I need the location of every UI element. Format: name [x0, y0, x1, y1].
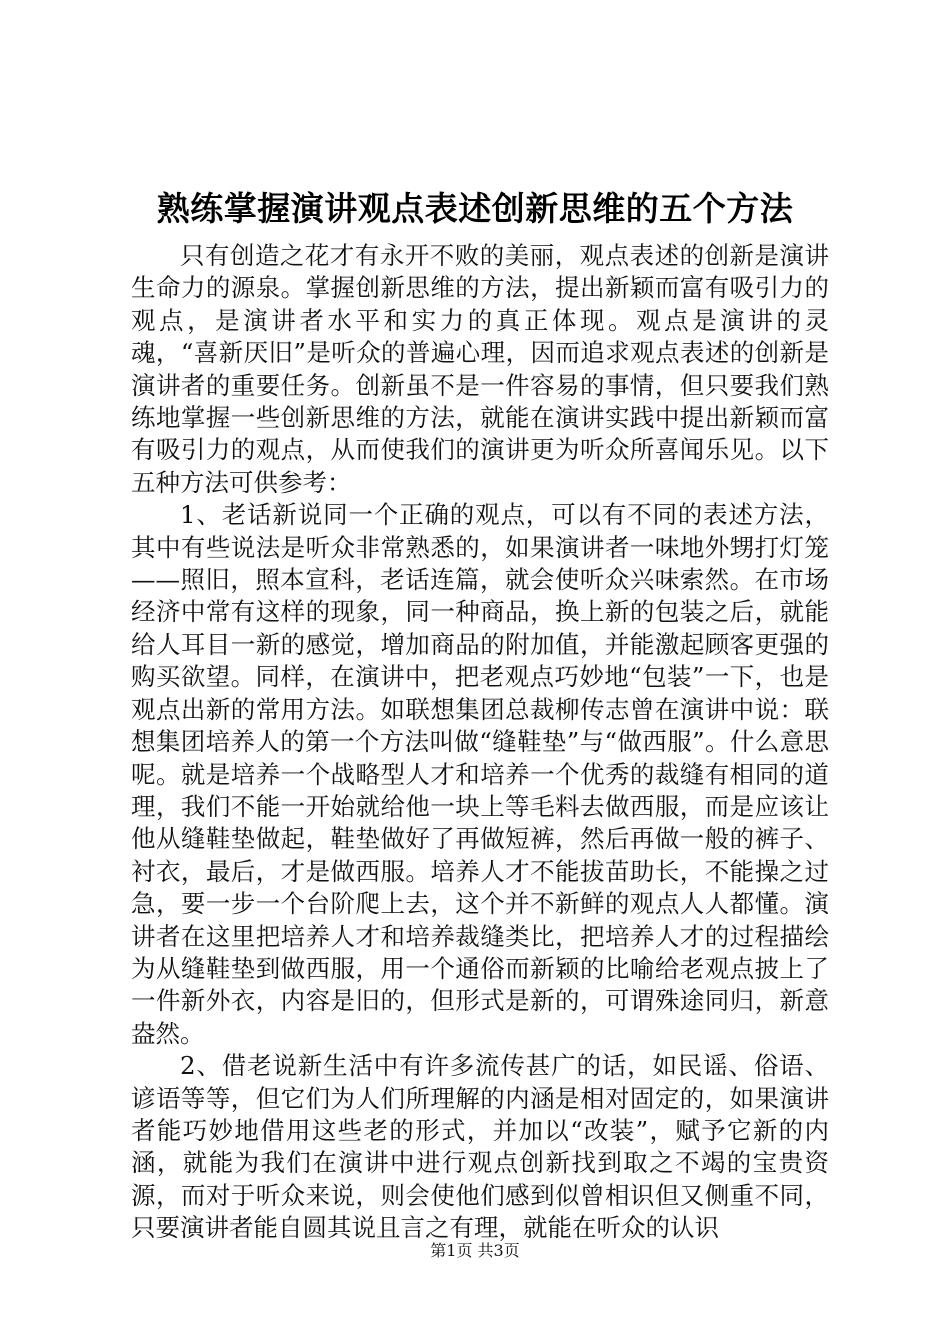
- document-body: [131, 240, 829, 1245]
- paragraph-method-1: 1、老话新说同一个正确的观点，可以有不同的表述方法，其中有些说法是听众非常熟悉的，如果演讲者一味地外甥打灯笼——照旧，照本宣科，老话连篇，就会使听众兴味索然。在市场经济中常有这样的现象，同一种商品，换上新的包装之后，就能给人耳目一新的感觉，增加商品的附加值，并能激起顾客更强的购买欲望。同样，在演讲中，把老观点巧妙地“包装”一下，也是观点出新的常用方法。如联想集团总裁柳传志曾在演讲中说：联想集团培养人的第一个方法叫做“缝鞋垫”与“做西服”。什么意思呢。就是培养一个战略型人才和培养一个优秀的裁缝有相同的道理，我们不能一开始就给他一块上等毛料去做西服，而是应该让他从缝鞋垫做起，鞋垫做好了再做短裤，然后再做一般的裤子、衬衣，最后，才是做西服。培养人才不能拔苗助长，不能操之过急，要一步一个台阶爬上去，这个并不新鲜的观点人人都懂。演讲者在这里把培养人才和培养裁缝类比，把培养人才的过程描绘为从缝鞋垫到做西服，用一个通俗而新颖的比喻给老观点披上了一件新外衣，内容是旧的，但形式是新的，可谓殊途同归，新意盎然。: [131, 500, 829, 1048]
- paragraph-intro: 只有创造之花才有永开不败的美丽，观点表述的创新是演讲生命力的源泉。掌握创新思维的方法，提出新颖而富有吸引力的观点，是演讲者水平和实力的真正体现。观点是演讲的灵魂，“喜新厌旧”是听众的普遍心理，因而追求观点表述的创新是演讲者的重要任务。创新虽不是一件容易的事情，但只要我们熟练地掌握一些创新思维的方法，就能在演讲实践中提出新颖而富有吸引力的观点，从而使我们的演讲更为听众所喜闻乐见。以下五种方法可供参考：: [131, 241, 829, 497]
- paragraph-method-2: 2、借老说新生活中有许多流传甚广的话，如民谣、俗语、谚语等等，但它们为人们所理解的内涵是相对固定的，如果演讲者能巧妙地借用这些老的形式，并加以“改装”，赋予它新的内涵，就能为我们在演讲中进行观点创新找到取之不竭的宝贵资源，而对于听众来说，则会使他们感到似曾相识但又侧重不同，只要演讲者能自圆其说且言之有理，就能在听众的认识: [131, 1051, 829, 1243]
- page-number-footer: 第1页 共3页: [430, 1241, 520, 1260]
- document-title: 熟练掌握演讲观点表述创新思维的五个方法: [156, 189, 794, 228]
